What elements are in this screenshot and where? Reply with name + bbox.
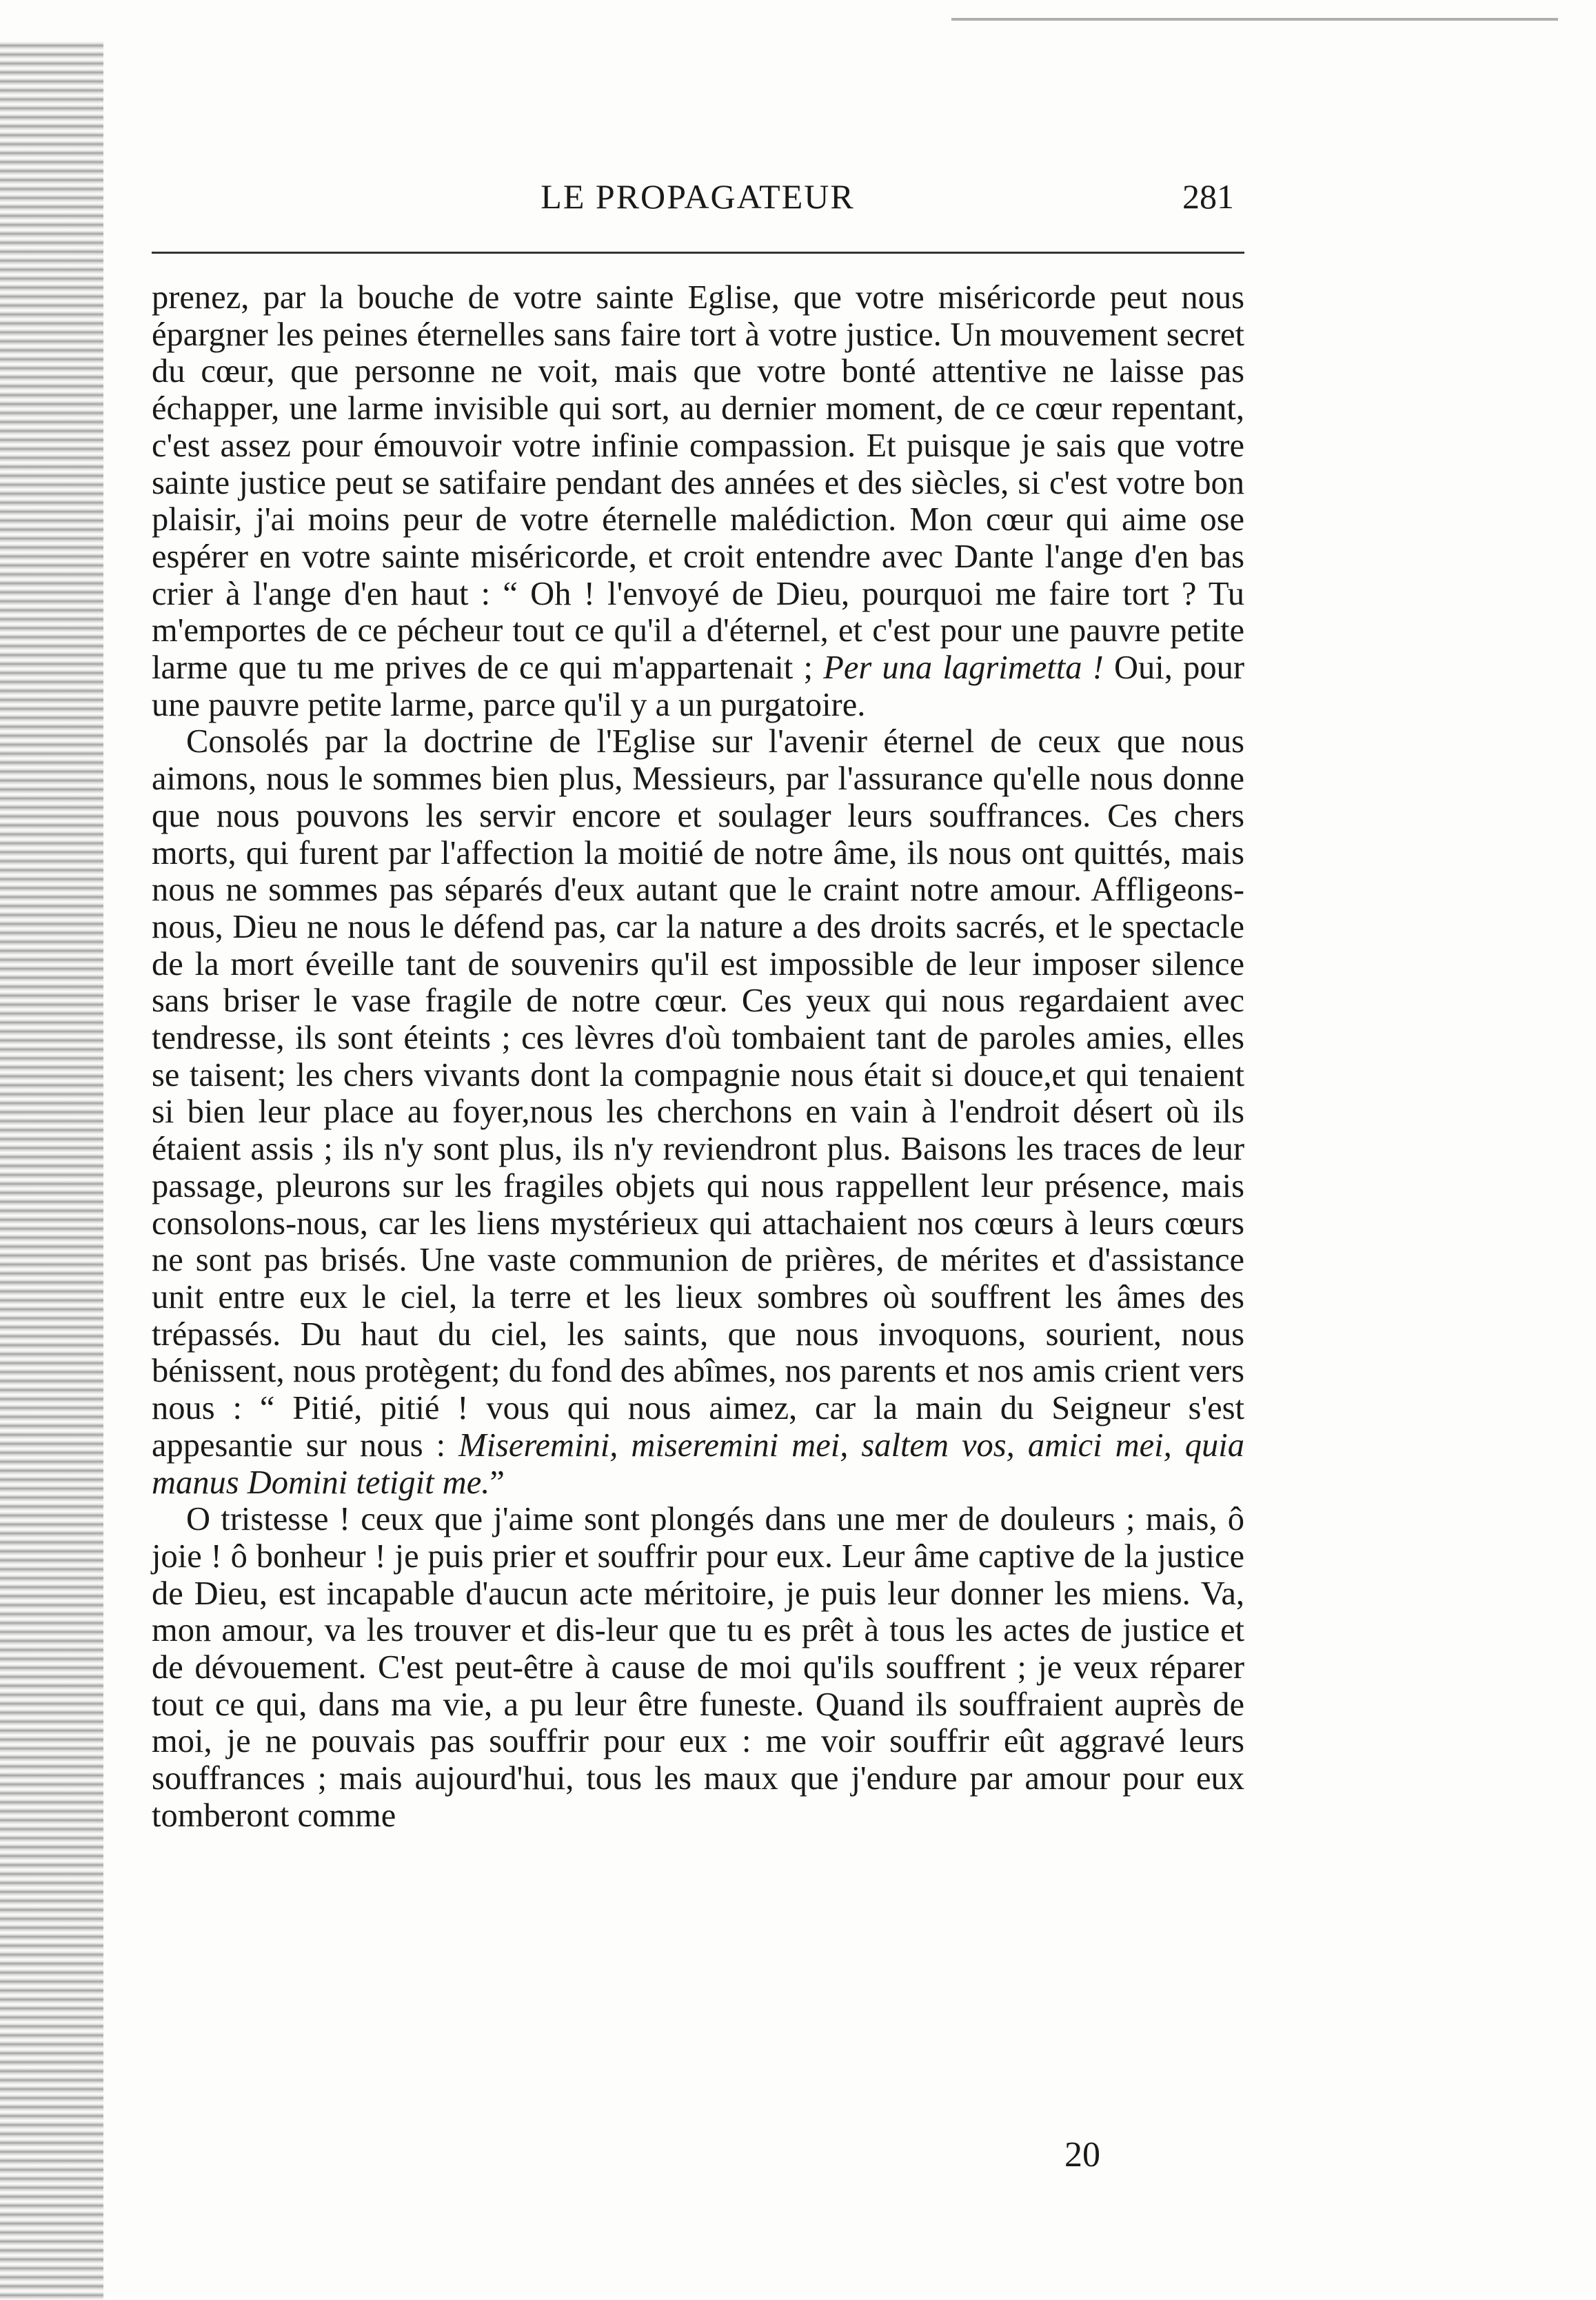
italic-quote: Per una lagrimetta ! (823, 649, 1104, 687)
closing-quote-mark: ” (489, 1464, 505, 1501)
paragraph-text: Oui, pour une pauvre petite larme, parce qu'il y a un purgatoire. (152, 649, 1245, 723)
paragraph (152, 723, 1244, 1501)
paragraph-text: Consolés par la doctrine de l'Eglise sur l'avenir éternel de ceux que nous aimons, nous le sommes bien plus, Messieurs, par l'assurance qu'elle nous donne que nous pouvons les servir encore et soulager leurs souffrances. Ces chers morts, qui furent par l'affection la moitié de notre âme, ils nous ont quittés, mais nous ne sommes pas séparés d'eux autant que le craint notre amour. Affligeons-nous, Dieu ne nous le défend pas, car la nature a des droits sacrés, et le spectacle de la mort éveille tant de souvenirs qu'il est impossible de leur imposer silence sans briser le vase fragile de notre cœur. Ces yeux qui nous regardaient avec tendresse, ils sont éteints ; ces lèvres d'où tombaient tant de paroles amies, elles se taisent; les chers vivants dont la compagnie nous était si douce,et qui tenaient si bien leur place au foyer,nous les cherchons en vain à l'endroit désert où ils étaient assis ; ils n'y sont plus, ils n'y reviendront plus. Baisons les traces de leur passage, pleurons sur les fragiles objets qui nous rappellent leur présence, mais consolons-nous, car les liens mystérieux qui attachaient nos cœurs à leurs cœurs ne sont pas brisés. Une vaste communion de prières, de mérites et d'assistance unit entre eux le ciel, la terre et les lieux sombres où souffrent les âmes des trépassés. Du haut du ciel, les saints, que nous invoquons, sourient, nous bénissent, nous protègent; du fond des abîmes, nos parents et nos amis crient vers nous : “ Pitié, pitié ! vous qui nous aimez, car la main du Seigneur s'est appesantie sur nous : (152, 723, 1244, 1464)
body-text (152, 279, 1244, 1835)
top-edge-mark (951, 18, 1558, 21)
page-header (153, 176, 1242, 217)
page-number: 281 (1182, 177, 1234, 216)
paragraph (152, 279, 1244, 723)
signature-mark: 20 (1064, 2135, 1100, 2175)
paragraph-text: O tristesse ! ceux que j'aime sont plongés dans une mer de douleurs ; mais, ô joie ! ô bonheur ! je puis prier et souffrir pour eux. Leur âme captive de la justice de Dieu, est incapable d'aucun acte méritoire, je puis leur donner les miens. Va, mon amour, va les trouver et dis-leur que tu es prêt à tous les actes de justice et de dévouement. C'est peut-être à cause de moi qu'ils souffrent ; je veux réparer tout ce qui, dans ma vie, a pu leur être funeste. Quand ils souffraient auprès de moi, je ne pouvais pas souffrir pour eux : me voir souffrir eût aggravé leurs souffrances ; mais aujourd'hui, tous les maux que j'endure par amour pour eux tomberont comme (152, 1501, 1244, 1834)
running-title: LE PROPAGATEUR (541, 177, 855, 216)
italic-quote: Miseremini, miseremini mei, saltem vos, amici mei, quia manus Domini tetigit me. (152, 1426, 1244, 1501)
paragraph-text: prenez, par la bouche de votre sainte Eglise, que votre miséricorde peut nous épargner les peines éternelles sans faire tort à votre justice. Un mouvement secret du cœur, que personne ne voit, mais que votre bonté attentive ne laisse pas échapper, une larme invisible qui sort, au dernier moment, de ce cœur repentant, c'est assez pour émouvoir votre infinie compassion. Et puisque je sais que votre sainte justice peut se satifaire pendant des années et des siècles, si c'est votre bon plaisir, j'ai moins peur de votre éternelle malédiction. Mon cœur qui aime ose espérer en votre sainte miséricorde, et croit entendre avec Dante l'ange d'en bas crier à l'ange d'en haut : “ Oh ! l'envoyé de Dieu, pourquoi me faire tort ? Tu m'emportes de ce pécheur tout ce qu'il a d'éternel, et c'est pour une pauvre petite larme que tu me prives de ce qui m'appartenait ; (152, 279, 1244, 687)
paragraph (152, 1501, 1244, 1834)
header-rule (152, 252, 1244, 254)
page-binding-edge (0, 41, 103, 2300)
